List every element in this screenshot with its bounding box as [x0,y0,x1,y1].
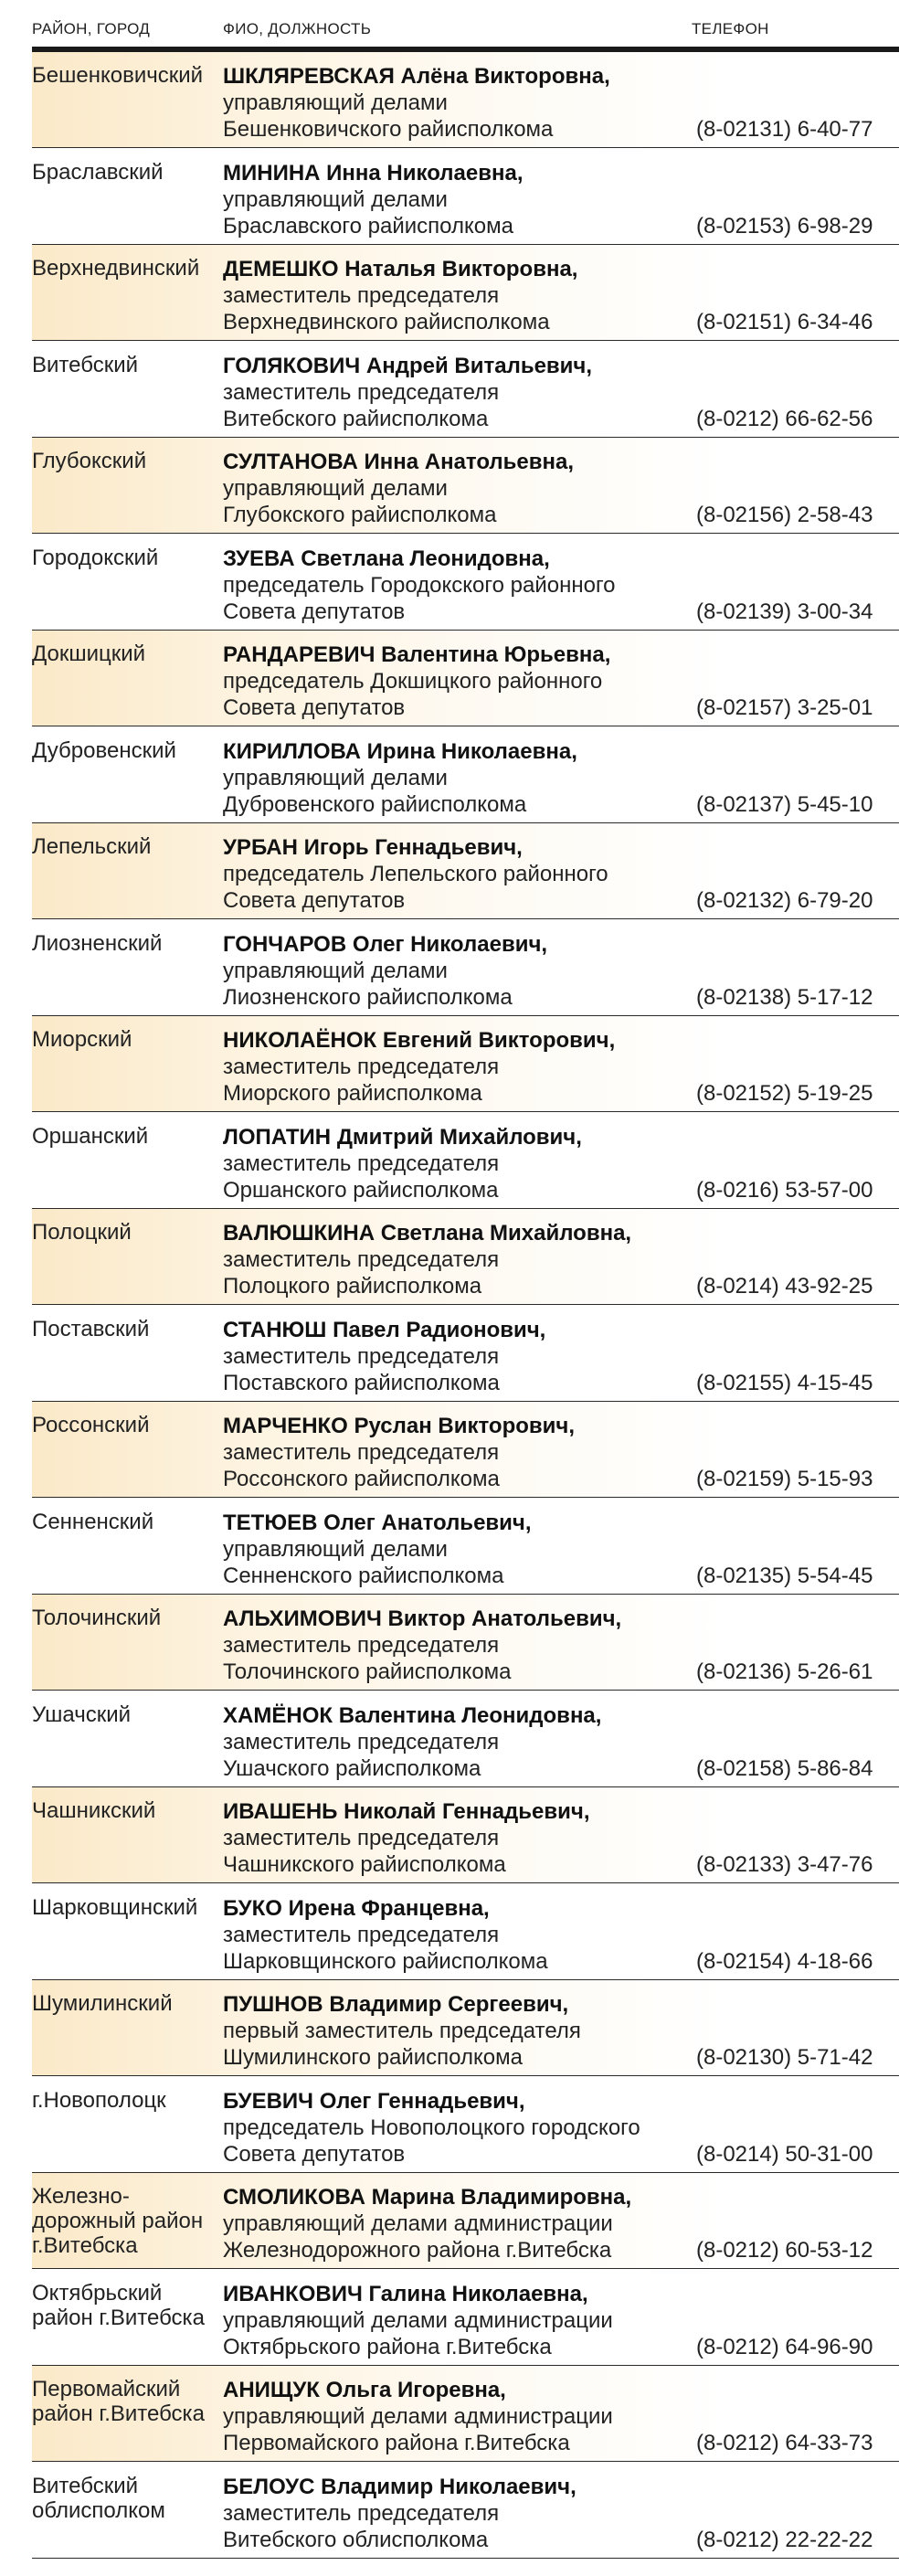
table-row [32,438,899,534]
official-info [223,256,577,335]
phone-number: (8-0216) 53-57-00 [696,1177,873,1203]
official-given-name: Евгений Викторович, [382,1028,616,1053]
official-surname: НИКОЛАЁНОК [223,1028,377,1053]
district-name: Толочинский [32,1606,162,1630]
phone-number: (8-02133) 3-47-76 [696,1852,873,1877]
table-row [32,535,899,631]
official-info [223,738,577,818]
official-info [223,2281,613,2360]
official-position: управляющий делами администрации [223,2307,613,2333]
official-organization: Сенненского райисполкома [223,1563,504,1588]
official-position: председатель Лепельского районного [223,862,608,886]
official-given-name: Наталья Викторовна, [344,257,578,281]
table-row [32,727,899,823]
official-organization: Витебского райисполкома [223,406,489,431]
phone-number: (8-02155) 4-15-45 [696,1370,873,1395]
official-position: заместитель председателя [223,283,500,308]
official-organization: Толочинского райисполкома [223,1659,512,1684]
official-position: заместитель председателя [223,1247,500,1272]
official-position: заместитель председателя [223,1922,500,1947]
official-name [223,1220,631,1246]
table-row [32,1980,899,2076]
official-surname: АЛЬХИМОВИЧ [223,1606,382,1631]
official-organization: Браславского райисполкома [223,213,513,239]
official-given-name: Светлана Леонидовна, [301,546,550,571]
official-name [223,1991,581,2018]
phone-number: (8-02156) 2-58-43 [696,503,873,527]
official-organization: Шумилинского райисполкома [223,2045,523,2070]
official-given-name: Инна Николаевна, [326,160,524,186]
district-name: Россонский [32,1413,150,1437]
official-info [223,2184,631,2263]
official-given-name: Ольга Игоревна, [325,2378,506,2402]
official-name [223,2377,613,2403]
official-given-name: Галина Николаевна, [368,2281,588,2306]
official-position: управляющий делами [223,90,448,115]
table-row [32,1787,899,1883]
official-position: управляющий делами [223,958,448,983]
phone-number: (8-02153) 6-98-29 [696,213,873,239]
official-organization: Первомайского района г.Витебска [223,2431,570,2455]
phone-number: (8-02135) 5-54-45 [696,1563,873,1588]
phone-number: (8-02138) 5-17-12 [696,984,873,1010]
official-surname: ИВАШЕНЬ [223,1799,338,1824]
official-organization: Шарковщинского райисполкома [223,1948,548,1974]
official-organization: Глубокского райисполкома [223,503,497,527]
official-info [223,449,574,528]
table-row [32,2270,899,2366]
official-given-name: Олег Геннадьевич, [319,2088,525,2114]
official-info [223,353,592,432]
district-name: Витебский [32,352,139,377]
table-row [32,2366,899,2462]
official-organization: Миорского райисполкома [223,1081,482,1106]
table-row [32,2173,899,2269]
official-organization: Оршанского райисполкома [223,1177,499,1203]
official-info [223,1413,575,1492]
official-surname: СМОЛИКОВА [223,2185,365,2210]
official-given-name: Олег Николаевич, [352,931,548,957]
district-name: Ушачский [32,1701,132,1727]
phone-number: (8-02159) 5-15-93 [696,1467,873,1491]
official-position: заместитель председателя [223,379,500,405]
district-name: Докшицкий [32,641,146,666]
district-name: Браславский [32,159,164,185]
official-position: заместитель председателя [223,1729,500,1754]
official-organization: Совета депутатов [223,2141,406,2167]
phone-number: (8-0212) 22-22-22 [696,2527,873,2552]
official-organization: Дубровенского райисполкома [223,791,527,817]
official-name [223,1798,590,1825]
official-given-name: Олег Анатольевич, [323,1510,532,1535]
official-surname: МАРЧЕНКО [223,1414,348,1438]
official-name [223,1317,545,1343]
official-info [223,931,547,1011]
official-surname: ГОНЧАРОВ [223,931,347,957]
official-name [223,353,592,379]
table-row [32,2077,899,2173]
phone-number: (8-0212) 64-96-90 [696,2334,873,2359]
official-surname: РАНДАРЕВИЧ [223,642,375,667]
column-header-phone: ТЕЛЕФОН [692,20,769,37]
official-name [223,1606,621,1632]
official-surname: АНИЩУК [223,2378,320,2402]
official-position: управляющий делами [223,1536,448,1562]
official-name [223,1895,548,1922]
official-organization: Совета депутатов [223,888,406,913]
official-given-name: Валентина Юрьевна, [381,642,611,667]
table-row [32,1016,899,1112]
district-name: Дубровенский [32,737,176,763]
official-surname: ХАМЁНОК [223,1702,333,1728]
official-info [223,641,610,721]
official-surname: ШКЛЯРЕВСКАЯ [223,64,395,89]
official-info [223,1991,581,2071]
district-name: Сенненский [32,1509,154,1534]
official-name [223,2281,613,2307]
official-position: управляющий делами администрации [223,2211,613,2236]
official-surname: УРБАН [223,835,298,860]
official-organization: Полоцкого райисполкома [223,1274,482,1299]
official-position: управляющий делами [223,476,448,501]
official-surname: БЕЛОУС [223,2474,315,2499]
official-info [223,1702,601,1782]
official-given-name: Марина Владимировна, [371,2185,632,2210]
official-name [223,931,547,958]
official-given-name: Дмитрий Михайлович, [336,1124,582,1150]
official-position: заместитель председателя [223,1826,500,1850]
official-position: заместитель председателя [223,1633,500,1658]
phone-number: (8-02131) 6-40-77 [696,117,873,142]
district-name: г.Новополоцк [32,2087,166,2113]
district-name: Чашникский [32,1798,156,1823]
official-given-name: Светлана Михайловна, [380,1221,632,1246]
official-given-name: Владимир Николаевич, [321,2474,576,2499]
official-organization: Бешенковичского райисполкома [223,117,554,142]
phone-number: (8-02151) 6-34-46 [696,310,873,334]
official-name [223,1124,582,1150]
phone-number: (8-02152) 5-19-25 [696,1081,873,1106]
official-organization: Поставского райисполкома [223,1370,500,1395]
table-row [32,1884,899,1980]
official-position: заместитель председателя [223,1055,500,1079]
table-row [32,245,899,341]
table-row [32,2463,899,2559]
phone-number: (8-02139) 3-00-34 [696,599,873,624]
official-given-name: Владимир Сергеевич, [329,1992,569,2017]
phone-number: (8-0212) 64-33-73 [696,2431,873,2455]
official-name [223,449,574,475]
official-info [223,1798,590,1878]
district-name: Городокский [32,545,159,570]
official-name [223,2088,640,2115]
official-surname: ТЕТЮЕВ [223,1510,318,1535]
district-name: Бешенковичский [32,63,204,88]
official-surname: СТАНЮШ [223,1317,327,1342]
phone-number: (8-02136) 5-26-61 [696,1659,873,1684]
official-organization: Октябрьского района г.Витебска [223,2334,552,2359]
table-row [32,149,899,245]
phone-number: (8-02137) 5-45-10 [696,791,873,817]
official-name [223,160,523,186]
official-organization: Чашникского райисполкома [223,1852,506,1877]
official-organization: Совета депутатов [223,695,406,720]
official-name [223,1510,532,1536]
official-position: заместитель председателя [223,1150,500,1176]
district-name: Верхнедвинский [32,256,200,281]
official-info [223,1895,548,1975]
official-organization: Ушачского райисполкома [223,1755,481,1781]
official-position: управляющий делами [223,186,448,212]
official-position: председатель Новополоцкого городского [223,2115,640,2140]
column-header-name: ФИО, ДОЛЖНОСТЬ [223,20,372,37]
official-name [223,1702,601,1729]
phone-number: (8-0214) 50-31-00 [696,2141,873,2167]
district-name: Оршанский [32,1123,149,1149]
phone-number: (8-02132) 6-79-20 [696,888,873,913]
official-name [223,256,577,282]
official-name [223,738,577,765]
official-surname: ГОЛЯКОВИЧ [223,353,361,378]
official-given-name: Николай Геннадьевич, [344,1799,590,1824]
table-row [32,342,899,438]
phone-number: (8-0212) 60-53-12 [696,2238,873,2263]
official-name [223,546,616,572]
official-info [223,2088,640,2168]
official-surname: МИНИНА [223,160,321,186]
official-given-name: Павел Радионович, [333,1317,546,1342]
official-info [223,1027,615,1107]
official-organization: Железнодорожного района г.Витебска [223,2238,612,2263]
table-row [32,1113,899,1209]
official-info [223,1510,532,1589]
official-surname: ЗУЕВА [223,546,295,571]
official-given-name: Игорь Геннадьевич, [303,835,523,860]
official-organization: Совета депутатов [223,599,406,624]
official-surname: БУКО [223,1895,282,1921]
official-name [223,2184,631,2210]
phone-number: (8-02154) 4-18-66 [696,1948,873,1974]
official-info [223,1124,582,1203]
official-position: председатель Городокского районного [223,572,616,598]
table-row [32,823,899,919]
official-given-name: Руслан Викторович, [354,1414,576,1438]
official-given-name: Инна Анатольевна, [364,450,575,474]
official-name [223,834,608,861]
table-row [32,1402,899,1498]
district-name: Поставский [32,1316,150,1341]
official-info [223,2474,576,2553]
official-name [223,1027,615,1054]
phone-number: (8-0212) 66-62-56 [696,406,873,431]
table-row [32,1209,899,1305]
official-given-name: Алёна Викторовна, [400,64,610,89]
official-given-name: Ирена Францевна, [288,1895,490,1921]
district-name: Миорский [32,1027,132,1052]
district-name: Шарковщинский [32,1894,198,1920]
official-info [223,63,610,143]
official-position: управляющий делами администрации [223,2404,613,2429]
official-given-name: Ирина Николаевна, [366,738,577,764]
official-info [223,1606,621,1685]
official-position: председатель Докшицкого районного [223,669,603,694]
official-given-name: Валентина Леонидовна, [338,1702,602,1728]
phone-number: (8-0214) 43-92-25 [696,1274,873,1299]
official-organization: Россонского райисполкома [223,1467,500,1491]
official-info [223,2377,613,2456]
official-surname: ВАЛЮШКИНА [223,1221,375,1246]
official-position: заместитель председателя [223,2500,500,2526]
official-surname: КИРИЛЛОВА [223,738,361,764]
phone-number: (8-02130) 5-71-42 [696,2045,873,2070]
official-info [223,834,608,914]
table-row [32,1595,899,1691]
district-name: Лепельский [32,834,152,859]
district-name: Витебский облисполком [32,2473,165,2523]
official-position: заместитель председателя [223,1343,500,1369]
official-organization: Витебского облисполкома [223,2527,489,2552]
official-surname: ИВАНКОВИЧ [223,2281,363,2306]
official-position: первый заместитель председателя [223,2019,581,2043]
phone-number: (8-02157) 3-25-01 [696,695,873,720]
table-row [32,1306,899,1402]
official-given-name: Андрей Витальевич, [365,353,593,378]
official-info [223,160,523,239]
table-row [32,920,899,1016]
official-surname: ЛОПАТИН [223,1124,332,1150]
official-info [223,546,616,625]
official-info [223,1317,545,1396]
official-surname: ПУШНОВ [223,1992,323,2017]
phone-number: (8-02158) 5-86-84 [696,1755,873,1781]
district-name: Лиозненский [32,930,163,956]
official-name [223,2474,576,2500]
district-name: Шумилинский [32,1991,173,2016]
district-name: Первомайский район г.Витебска [32,2377,205,2426]
official-organization: Лиозненского райисполкома [223,984,513,1010]
district-name: Октябрьский район г.Витебска [32,2280,205,2330]
official-name [223,63,610,90]
official-organization: Верхнедвинского райисполкома [223,310,550,334]
official-surname: СУЛТАНОВА [223,450,358,474]
table-row [32,1499,899,1595]
table-header [0,0,899,40]
district-name: Полоцкий [32,1220,132,1245]
official-position: управляющий делами [223,765,448,790]
table-row [32,1691,899,1787]
official-info [223,1220,631,1299]
column-header-district: РАЙОН, ГОРОД [32,20,151,37]
table-row [32,52,899,148]
district-name: Железно-дорожный район г.Витебска [32,2184,204,2258]
official-surname: ДЕМЕШКО [223,257,339,281]
official-name [223,641,610,668]
official-position: заместитель председателя [223,1440,500,1465]
official-given-name: Виктор Анатольевич, [387,1606,622,1631]
district-name: Глубокский [32,449,147,473]
table-row [32,631,899,726]
official-name [223,1413,575,1439]
official-surname: БУЕВИЧ [223,2088,314,2114]
